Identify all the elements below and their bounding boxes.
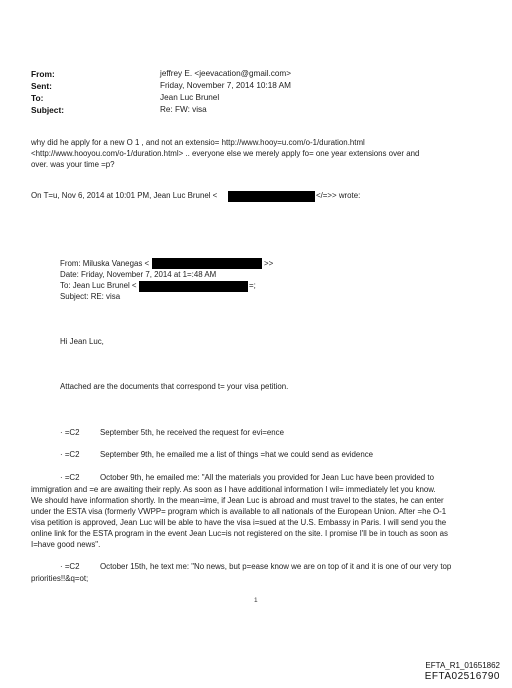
attached-line: Attached are the documents that correspond t= your visa petition. bbox=[60, 382, 289, 391]
bullet-item bbox=[60, 473, 434, 482]
bullet-text: September 5th, he received the request for evi=ence bbox=[100, 428, 285, 437]
bullet-marker: · =C2 bbox=[60, 428, 80, 437]
footer-ref-2: EFTA02516790 bbox=[424, 671, 500, 682]
sent-value: Friday, November 7, 2014 10:18 AM bbox=[160, 81, 291, 90]
sent-label: Sent: bbox=[31, 81, 52, 91]
forward-from-end: >> bbox=[264, 259, 274, 268]
bullet-marker: · =C2 bbox=[60, 562, 80, 571]
para-line: We should have information shortly. In the mean=ime, if Jean Luc is abroad and must travel to the states, he can enter bbox=[31, 496, 444, 505]
from-value: jeffrey E. <jeevacation@gmail.com> bbox=[160, 69, 292, 78]
bullet-text: October 9th, he emailed me: "All the materials you provided for Jean Luc have been provided to bbox=[100, 473, 434, 482]
body-line-3: over. was your time =p? bbox=[31, 160, 115, 169]
bullet-item bbox=[60, 428, 284, 437]
bullet-marker: · =C2 bbox=[60, 473, 80, 482]
redaction-bar bbox=[228, 191, 315, 202]
subject-value: Re: FW: visa bbox=[160, 105, 207, 114]
para-line: under the ESTA visa (formerly VWPP= program which is available to all nationals of the European Union. After =he O-1 bbox=[31, 507, 447, 516]
forward-from: From: Miluska Vanegas < bbox=[60, 259, 150, 268]
quote-intro: On T=u, Nov 6, 2014 at 10:01 PM, Jean Luc Brunel < bbox=[31, 191, 218, 200]
to-label: To: bbox=[31, 93, 44, 103]
redaction-bar bbox=[139, 281, 248, 292]
quote-intro-end: </=>> wrote: bbox=[316, 191, 361, 200]
to-value: Jean Luc Brunel bbox=[160, 93, 220, 102]
greeting: Hi Jean Luc, bbox=[60, 337, 104, 346]
forward-date: Date: Friday, November 7, 2014 at 1=:48 AM bbox=[60, 270, 217, 279]
page-number: 1 bbox=[254, 597, 258, 604]
para-line: online link for the ESTA program in the event Jean Luc=is not registered on the site. I promise I'll be in touch as soon as bbox=[31, 529, 448, 538]
para-line: immigration and =e are awaiting their reply. As soon as I have additional information I wil= immediately let you know. bbox=[31, 485, 436, 494]
bullet-item bbox=[60, 562, 451, 571]
forward-subject: Subject: RE: visa bbox=[60, 292, 121, 301]
subject-label: Subject: bbox=[31, 105, 65, 115]
footer-ref-1: EFTA_R1_01651862 bbox=[425, 661, 500, 670]
para-line: visa petition is approved, Jean Luc will be able to have the visa i=sued at the U.S. Embassy in Paris. I will send you the bbox=[31, 518, 447, 527]
para-line: I=have good news". bbox=[31, 540, 101, 549]
forward-to: To: Jean Luc Brunel < bbox=[60, 281, 137, 290]
bullet-text: September 9th, he emailed me a list of things =hat we could send as evidence bbox=[100, 450, 374, 459]
bullet-item bbox=[60, 450, 373, 459]
body-line-2: <http://www.hooyou.com/o-1/duration.html> .. everyone else we merely apply fo= one year extensions over and bbox=[31, 149, 420, 158]
body-line-1: why did he apply for a new O 1 , and not an extensio= http://www.hooy=u.com/o-1/duration.html bbox=[31, 138, 365, 147]
redaction-bar bbox=[152, 258, 262, 269]
bullet-marker: · =C2 bbox=[60, 450, 80, 459]
forward-to-end: =; bbox=[249, 281, 256, 290]
bullet-continuation: priorities!!&q=ot; bbox=[31, 574, 89, 583]
from-label: From: bbox=[31, 69, 55, 79]
bullet-text: October 15th, he text me: "No news, but p=ease know we are on top of it and it is one of our very top bbox=[100, 562, 452, 571]
